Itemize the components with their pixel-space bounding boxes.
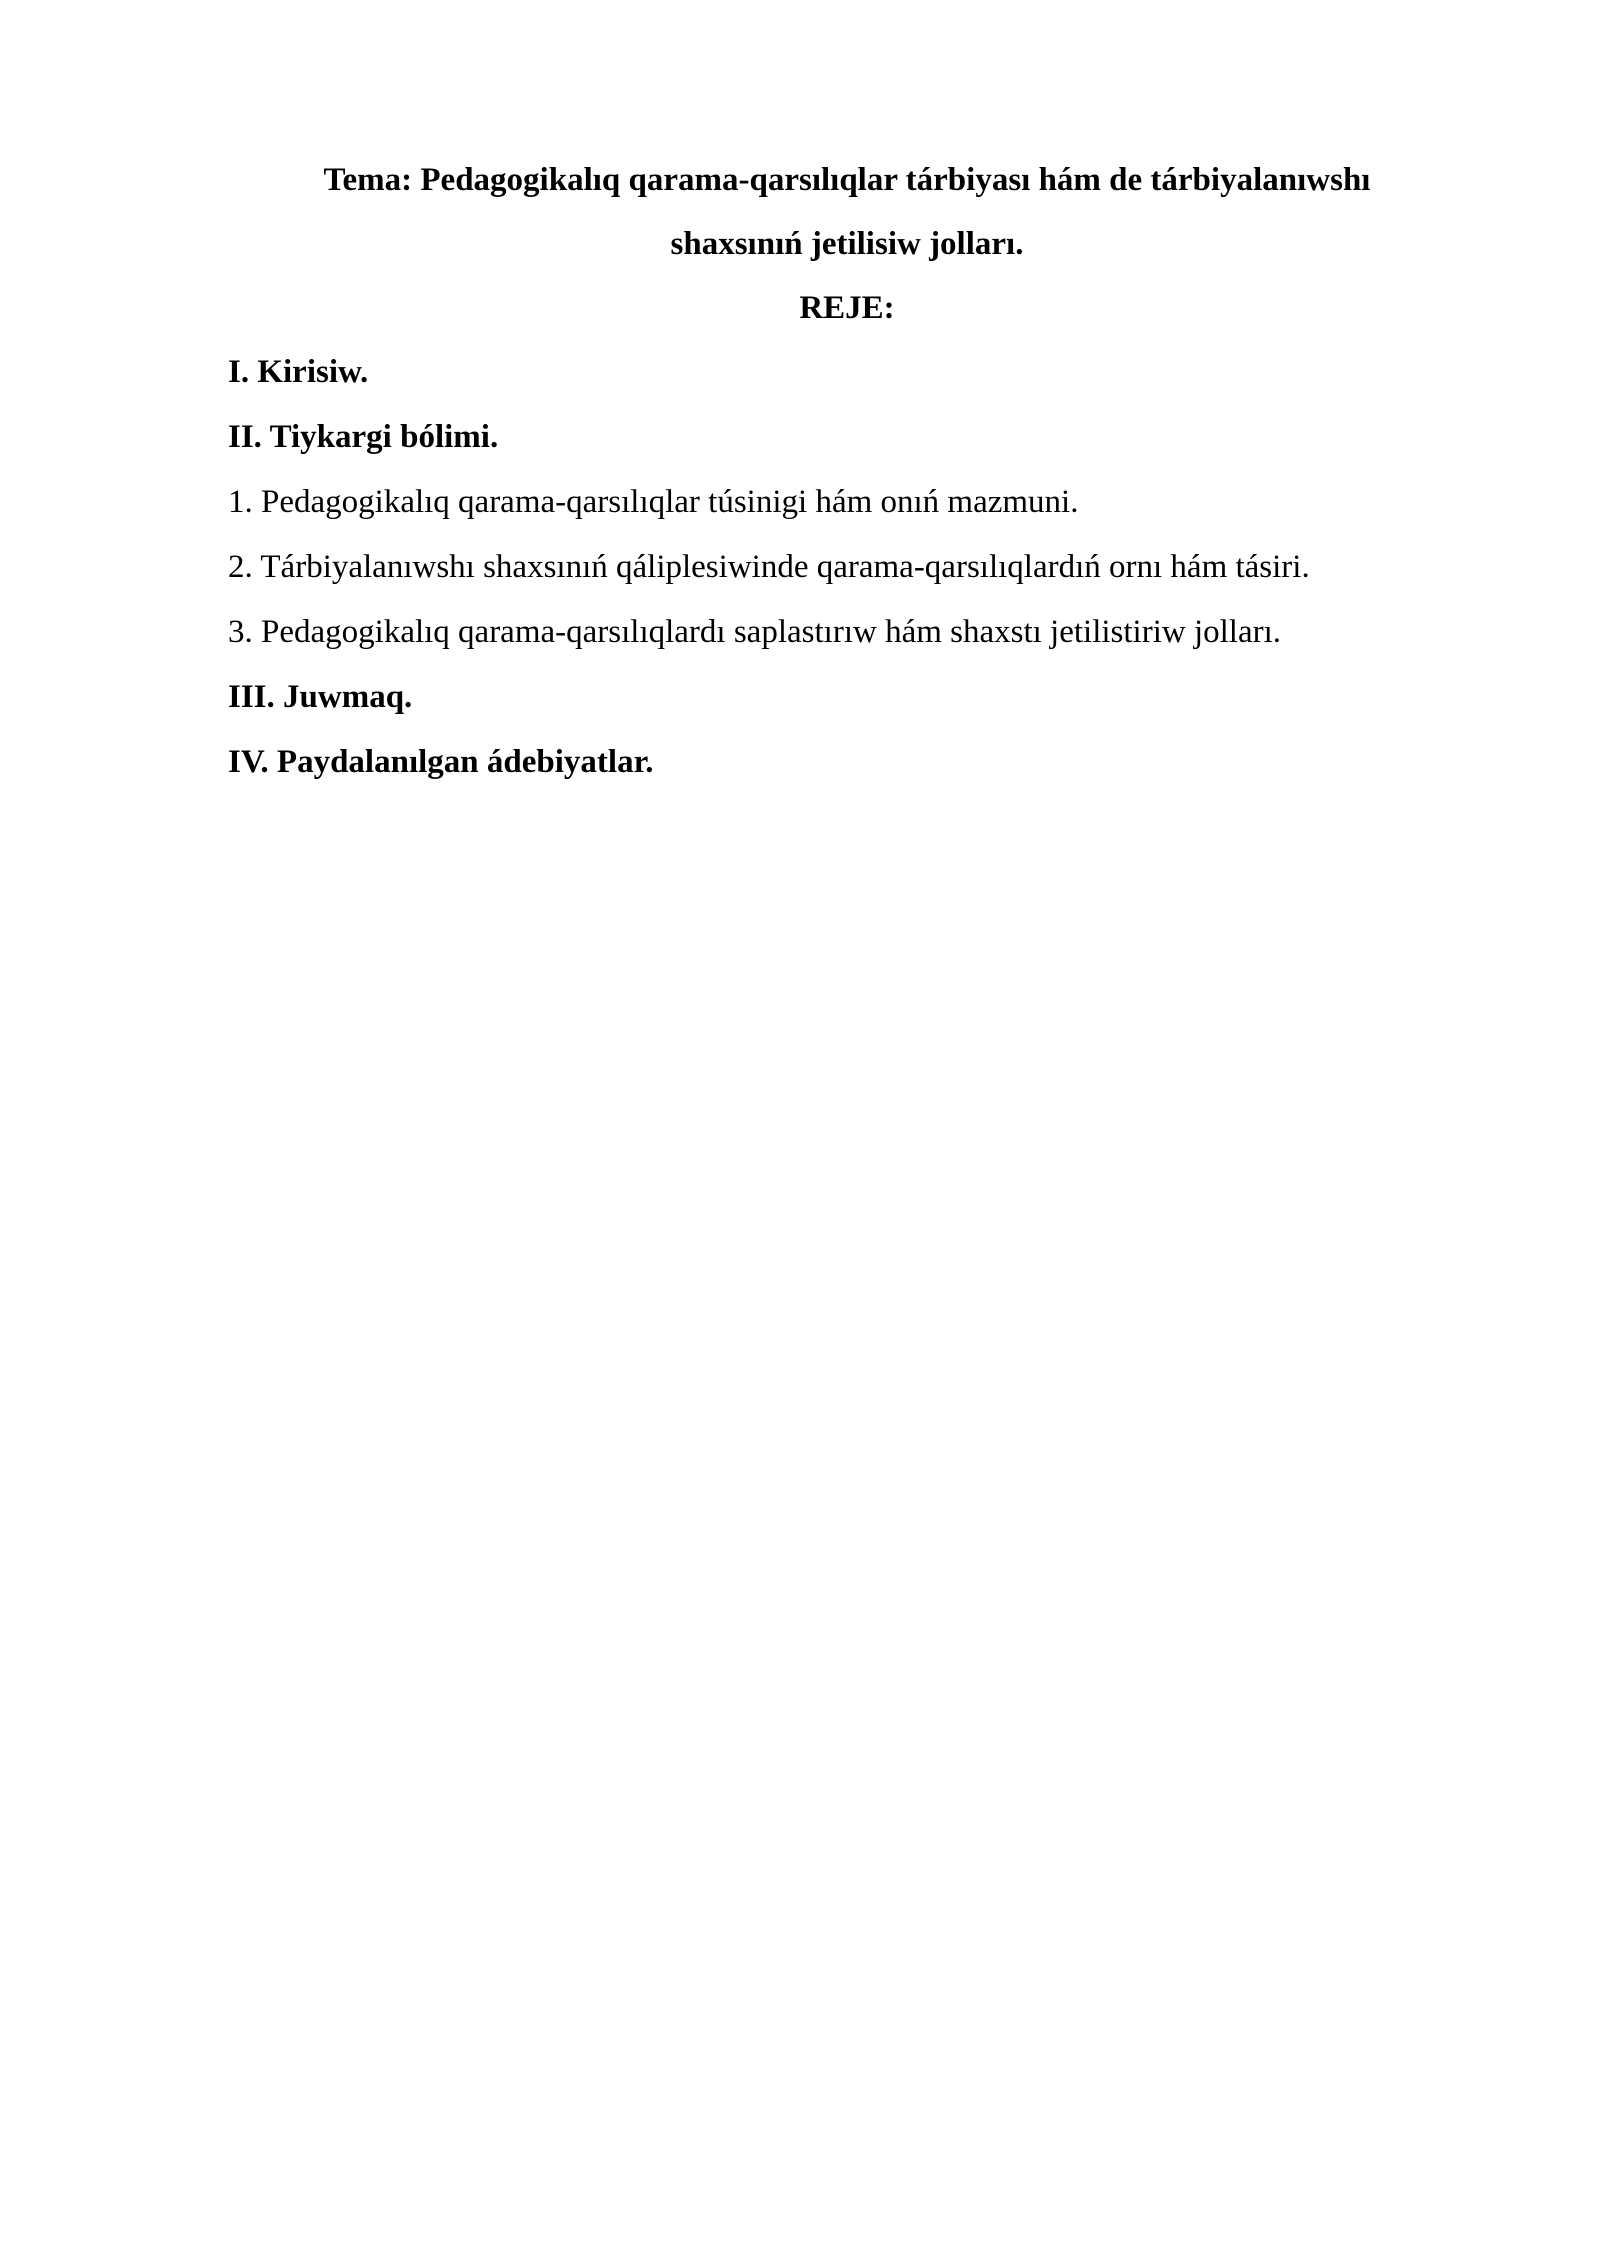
title-line-1: Tema: Pedagogikalıq qarama-qarsılıqlar tárbiyası hám de tárbiyalanıwshı xyxy=(323,162,1371,198)
document-content xyxy=(228,148,1466,795)
outline-subitem-3: 3. Pedagogikalıq qarama-qarsılıqlardı saplastırıw hám shaxstı jetilistiriw jolları. xyxy=(228,614,1282,650)
outline-item-main-part: II. Tiykargi bólimi. xyxy=(228,419,499,455)
outline-item-references: IV. Paydalanılgan ádebiyatlar. xyxy=(228,744,654,780)
outline-item-conclusion: III. Juwmaq. xyxy=(228,679,413,715)
document-title xyxy=(228,148,1466,276)
plan-heading: REJE: xyxy=(799,290,895,326)
title-line-2: shaxsınıń jetilisiw jolları. xyxy=(670,226,1024,262)
plan-outline xyxy=(228,340,1466,795)
outline-subitem-1: 1. Pedagogikalıq qarama-qarsılıqlar túsinigi hám onıń mazmuni. xyxy=(228,484,1079,520)
outline-subitem-2: 2. Tárbiyalanıwshı shaxsınıń qáliplesiwinde qarama-qarsılıqlardıń ornı hám tásiri. xyxy=(228,549,1310,585)
outline-item-introduction: I. Kirisiw. xyxy=(228,354,369,390)
